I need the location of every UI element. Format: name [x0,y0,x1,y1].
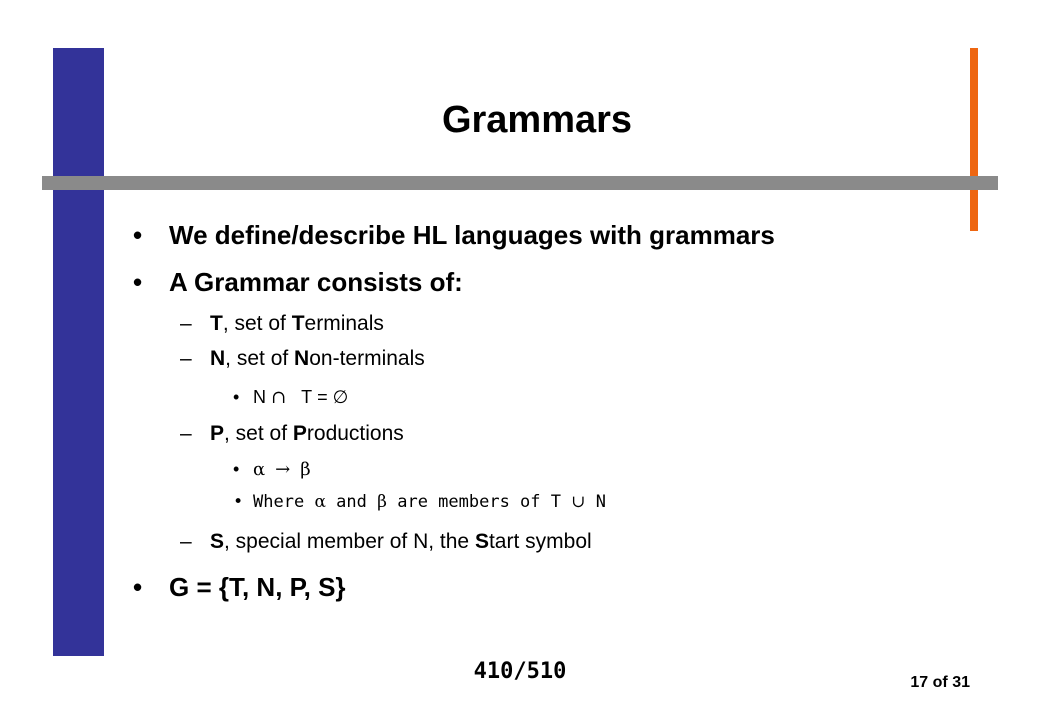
sub-item-text: roductions [306,422,404,445]
alpha-symbol: α [314,492,326,512]
beta-symbol: β [300,459,311,480]
dot-icon: • [233,459,240,479]
bullet-icon: • [133,220,143,250]
detail-text: and [336,492,367,512]
dash-icon: – [180,530,192,553]
equals-symbol: = [317,387,328,407]
sub-item-key-letter: T [291,312,305,335]
union-symbol: ∪ [571,492,586,512]
bullet-item-2 [133,265,463,299]
sub-item-text: , set of [224,422,293,445]
dot-icon: • [233,387,240,407]
dot-icon: • [233,492,244,512]
bullet-text: G = {T, N, P, S} [169,572,346,602]
page-number: 17 of 31 [910,674,970,691]
detail-production-form [233,457,311,482]
sub-item-key: P [210,422,225,445]
empty-set-symbol: ∅ [332,387,349,408]
detail-text: are members of T [397,492,561,512]
set-t: T [301,387,313,407]
sub-item-start-symbol [180,528,592,556]
sub-item-key-letter: S [474,530,489,553]
sub-item-text: , set of [225,347,295,370]
sub-item-key: S [210,530,225,553]
bullet-text: A Grammar consists of: [169,267,463,297]
sub-item-text: erminals [304,312,384,335]
sub-item-text: on-terminals [309,347,425,370]
bullet-icon: • [133,267,143,297]
detail-intersection [233,385,348,410]
sub-item-key: N [210,347,226,370]
sub-item-text: , special member of N, the [224,530,475,553]
footer-course: 410/510 [473,659,567,684]
detail-text: N [595,492,606,512]
intersection-symbol: ∩ [271,387,287,408]
detail-text: Where [253,492,305,512]
sub-item-key-letter: N [294,347,310,370]
title-divider [42,176,998,190]
dash-icon: – [180,312,192,335]
slide-title: Grammars [441,99,633,141]
set-n: N [253,387,266,407]
dash-icon: – [180,422,192,445]
bullet-item-1 [133,218,775,252]
sub-item-key: T [210,312,223,335]
sub-item-nonterminals [180,345,425,373]
dash-icon: – [180,347,192,370]
bullet-icon: • [133,572,143,602]
beta-symbol: β [377,492,387,512]
bullet-text: We define/describe HL languages with grammars [169,220,775,250]
right-accent-bar [970,48,978,231]
left-accent-bar [53,48,104,656]
sub-item-terminals [180,310,384,338]
sub-item-productions [180,420,404,448]
bullet-item-3 [133,570,346,604]
sub-item-text: , set of [222,312,292,335]
alpha-symbol: α [253,459,266,480]
sub-item-key-letter: P [292,422,307,445]
sub-item-text: tart symbol [488,530,592,553]
detail-production-members [233,490,606,514]
arrow-symbol: → [275,459,291,480]
